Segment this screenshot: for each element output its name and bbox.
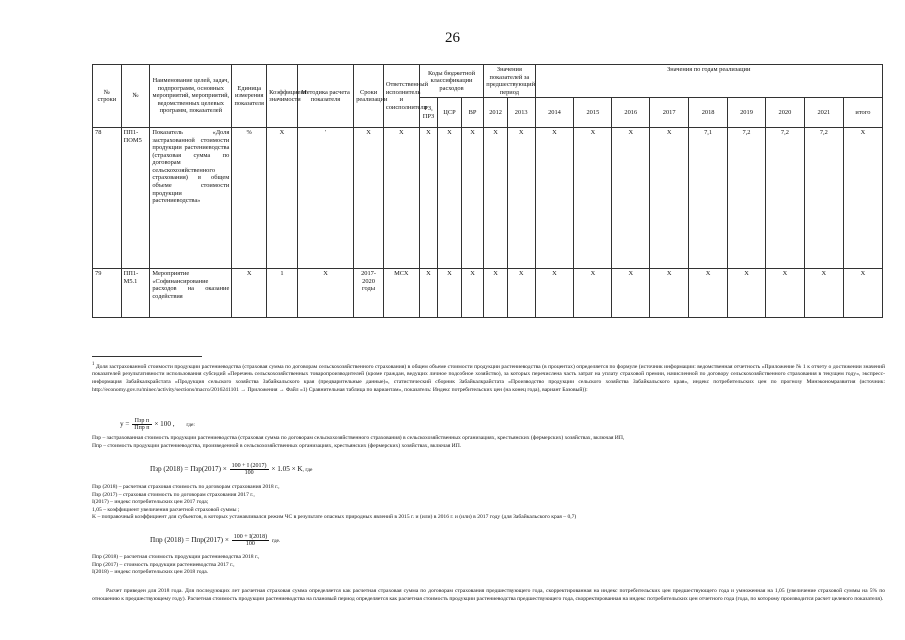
- cell-2016: X: [612, 269, 650, 318]
- cell-2018: X: [689, 269, 728, 318]
- header-coef: Коэффициент значимости: [267, 65, 298, 128]
- cell-unit: X: [232, 269, 267, 318]
- formula-insured-lhs: Пзр (2018) = Пзр(2017) ×: [150, 465, 227, 474]
- cell-2019: X: [728, 269, 766, 318]
- header-2015: 2015: [574, 98, 612, 128]
- header-2012: 2012: [484, 98, 508, 128]
- formula-insured: [150, 463, 312, 476]
- header-rz: РЗ, ПРЗ: [419, 98, 437, 128]
- formula-production: [150, 534, 280, 547]
- header-budget-codes: Коды бюджетной классификации расходов: [419, 65, 484, 98]
- cell-terms: X: [354, 128, 384, 269]
- formula-production-denominator: 100: [245, 541, 255, 547]
- cell-num: ПП1-ПОМ5: [121, 128, 150, 269]
- header-row-no: № строки: [93, 65, 122, 128]
- header-csr: ЦСР: [438, 98, 462, 128]
- cell-total: X: [843, 269, 882, 318]
- header-name: Наименование целей, задач, подпрограмм, основных мероприятий, мероприятий, ведомственных целевых программ, показателей: [150, 65, 232, 128]
- formula-share-fraction: [132, 418, 151, 431]
- header-vr: ВР: [461, 98, 484, 128]
- cell-2021: X: [804, 269, 843, 318]
- header-total: итого: [843, 98, 882, 128]
- cell-total: X: [843, 128, 882, 269]
- indicator-table: [92, 64, 883, 318]
- definitions-production: [92, 554, 885, 577]
- cell-rz: X: [419, 269, 437, 318]
- header-2017: 2017: [650, 98, 689, 128]
- header-row-top: [93, 65, 883, 98]
- definitions-insured: [92, 484, 885, 522]
- table-row: [93, 269, 883, 318]
- cell-method: ': [297, 128, 353, 269]
- header-method: Методика расчета показателя: [297, 65, 353, 128]
- cell-2017: X: [650, 128, 689, 269]
- cell-name: Мероприятие «Софинансирование расходов на оказание содействия: [150, 269, 232, 318]
- cell-method: X: [297, 269, 353, 318]
- header-executor: Ответственный исполнитель и соисполнители: [383, 65, 419, 128]
- formula-share-rest: × 100 ,: [154, 420, 175, 429]
- formula-production-where: где.: [271, 538, 281, 545]
- cell-vr: X: [461, 128, 484, 269]
- table-row: [93, 128, 883, 269]
- cell-2020: X: [765, 269, 804, 318]
- cell-name: Показатель «Доля застрахованной стоимости продукции растениеводства (страховая сумма по договорам сельскохозяйственного страхования) в общем объеме стоимости продукции растениеводства»: [150, 128, 232, 269]
- cell-2013: X: [507, 269, 535, 318]
- header-2014: 2014: [535, 98, 574, 128]
- cell-unit: %: [232, 128, 267, 269]
- formula-production-fraction: [232, 534, 269, 547]
- definition-line: Ппр (2017) – стоимость продукции растениеводства 2017 г.,: [92, 561, 235, 568]
- cell-terms: 2017-2020 годы: [354, 269, 384, 318]
- definition-line: Пзр (2017) – страховая стоимость по договорам страхования 2017 г.,: [92, 491, 255, 498]
- header-2021: 2021: [804, 98, 843, 128]
- cell-csr: X: [438, 269, 462, 318]
- closing-paragraph: [92, 588, 885, 603]
- formula-share-where: где:: [186, 422, 195, 429]
- page-number: 26: [445, 30, 460, 46]
- cell-2014: X: [535, 128, 574, 269]
- definition-line: 1,05 – коэффициент увеличения расчетной страховой суммы ;: [92, 506, 240, 513]
- formula-share: [120, 418, 195, 431]
- cell-num: ПП1-М5.1: [121, 269, 150, 318]
- cell-2015: X: [574, 269, 612, 318]
- header-2013: 2013: [507, 98, 535, 128]
- cell-row-no: 79: [93, 269, 122, 318]
- cell-2017: X: [650, 269, 689, 318]
- formula-insured-rest: × 1.05 × K: [271, 465, 303, 474]
- cell-row-no: 78: [93, 128, 122, 269]
- footnote: [92, 362, 885, 394]
- cell-2015: X: [574, 128, 612, 269]
- cell-2021: 7,2: [804, 128, 843, 269]
- footnote-text: Доля застрахованной стоимости продукции растениеводства (страховая сумма по договорам сельскохозяйственного страхования) в общем объеме стоимости продукции растениеводства (в процентах) определяется по формуле (источник информации: ведомственная отчетность «Приложение № 1 к отчету о достижении значений показателей результативности использования субсидий «Перечень сельскохозяйственных товаропроизводителей (кроме граждан, ведущих личное подсобное хозяйство), за которых перечислена часть затрат на уплату страховой премии, начисленной по договору сельскохозяйственного страхования в текущем году», экспресс-информация Забайкалкрайстата «Продукция сельского хозяйства Забайкальского края (предварительные данные)», статистический сборник Забайкалкрайстата «Производство продукции сельского хозяйства Забайкальского края», индекс потребительских цен по прогнозу Минэкономразвития (источник: http://economy.gov.ru/minec/activity/sections/macro/2016241101 → Приложения → Файл «1) Сравнительная таблица по вариантам», показатель: Индекс потребительских цен (на конец года), вариант Базовый)):: [92, 363, 885, 393]
- header-2019: 2019: [728, 98, 766, 128]
- formula-share-denominator: Ппр п: [134, 425, 150, 431]
- cell-csr: X: [438, 128, 462, 269]
- cell-2014: X: [535, 269, 574, 318]
- cell-rz: X: [419, 128, 437, 269]
- cell-2012: X: [484, 269, 508, 318]
- formula-production-numerator: 100 + I(2018): [233, 534, 268, 540]
- definition-line: Ппр (2018) – расчетная стоимость продукции растениеводства 2018 г.,: [92, 554, 260, 560]
- header-num: №: [121, 65, 150, 128]
- formula-insured-denominator: 100: [244, 470, 254, 476]
- header-terms: Сроки реализации: [354, 65, 384, 128]
- header-2016: 2016: [612, 98, 650, 128]
- formula-share-lhs: y =: [120, 420, 130, 429]
- header-unit: Единица измерения показателя: [232, 65, 267, 128]
- definition-line: Ппр – стоимость продукции растениеводства, произведенной в сельскохозяйственных организациях, крестьянских (фермерских) хозяйствах, включая ИП.: [92, 442, 462, 449]
- definition-line: Пзр (2018) – расчетная страховая стоимость по договорам страхования 2018 г.,: [92, 484, 280, 490]
- cell-coef: 1: [267, 269, 298, 318]
- header-2020: 2020: [765, 98, 804, 128]
- cell-vr: X: [461, 269, 484, 318]
- cell-executor: X: [383, 128, 419, 269]
- header-years-values: Значения по годам реализации: [535, 65, 882, 98]
- footnote-marker: 1: [92, 362, 95, 367]
- formula-production-lhs: Ппр (2018) = Ппр(2017) ×: [150, 536, 229, 545]
- cell-2016: X: [612, 128, 650, 269]
- definitions-share: [92, 435, 885, 450]
- cell-2020: 7,2: [765, 128, 804, 269]
- cell-coef: X: [267, 128, 298, 269]
- definition-line: K – поправочный коэффициент для субъектов, в которых устанавливался режим ЧС в результате опасных природных явлений в 2015 г. и (или) в 2016 г. и (или) в 2017 году (для Забайкальского края – 0,7): [92, 514, 577, 521]
- formula-insured-numerator: 100 + I (2017): [231, 463, 267, 469]
- definition-line: I(2018) – индекс потребительских цен 2018 года.: [92, 569, 209, 576]
- header-2018: 2018: [689, 98, 728, 128]
- formula-insured-fraction: [230, 463, 269, 476]
- cell-2012: X: [484, 128, 508, 269]
- definition-line: Пзр – застрахованная стоимость продукции растениеводства (страховая сумма по договорам сельскохозяйственного страхования) в сельскохозяйственных организациях, крестьянских (фермерских) хозяйствах, включая ИП,: [92, 435, 625, 441]
- formula-insured-where: , где: [302, 467, 313, 474]
- cell-executor: МСХ: [383, 269, 419, 318]
- cell-2013: X: [507, 128, 535, 269]
- closing-text: Расчет приведен для 2018 года. Для последующих лет расчетная страховая сумма определяется как расчетная страховая сумма по договорам страхования предшествующего года, скорректированная на индекс потребительских цен предшествующего года и умноженная на 1,05 (увеличение страховой суммы на 5% по отношению к предшествующему году). Расчетная стоимость продукции растениеводства на плановый период определяется как расчетная стоимость продукции растениеводства предшествующего года, скорректированная на индекс потребительских цен отчетного года (года, по которому производится расчет целевого показателя).: [92, 588, 885, 602]
- definition-line: I(2017) – индекс потребительских цен 2017 года;: [92, 499, 209, 506]
- footnote-separator: [92, 356, 202, 357]
- header-prev-values: Значения показателей за предшествующий период: [484, 65, 535, 98]
- formula-share-numerator: Пзр п: [132, 418, 151, 425]
- cell-2018: 7,1: [689, 128, 728, 269]
- cell-2019: 7,2: [728, 128, 766, 269]
